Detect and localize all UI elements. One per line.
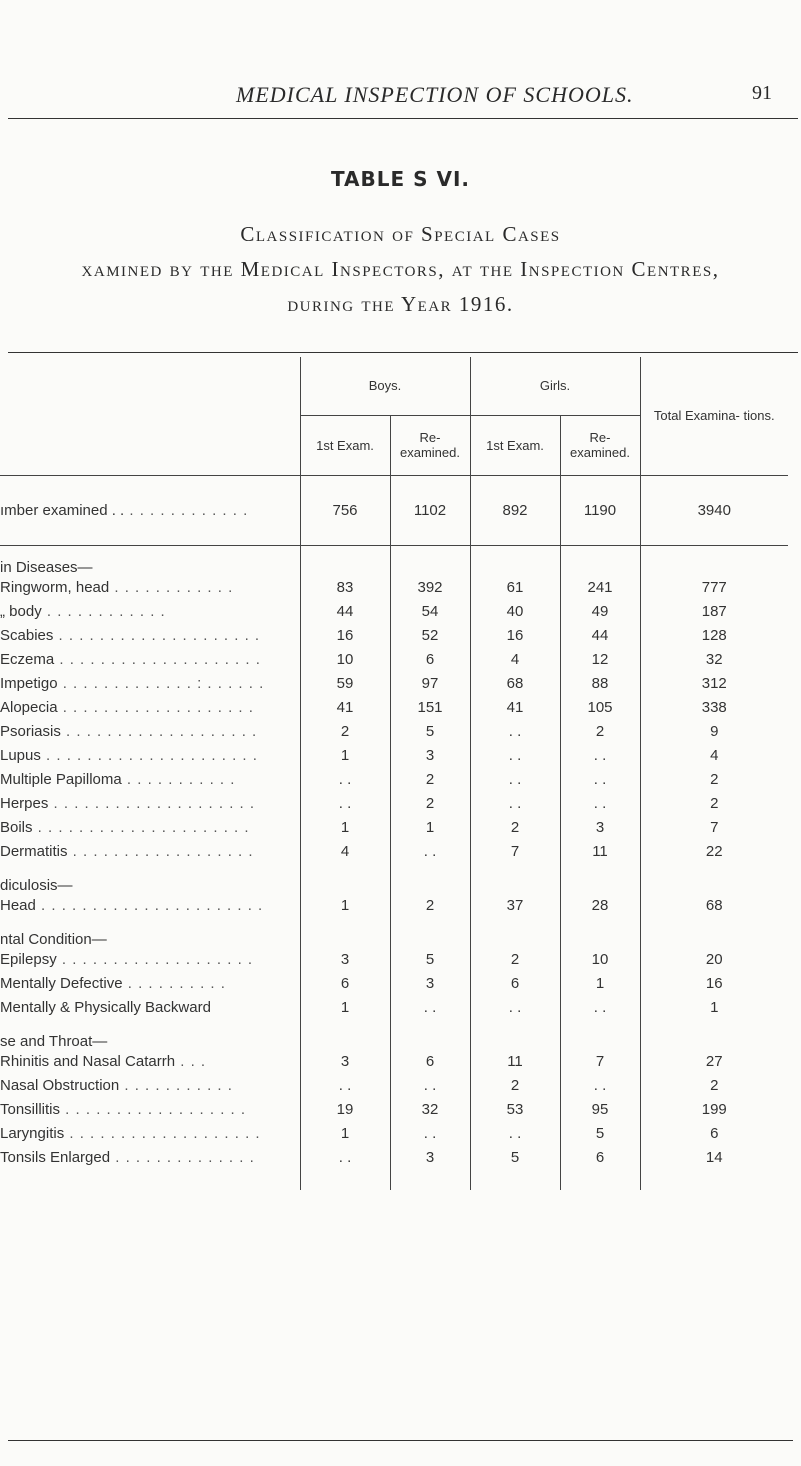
spacer-cell [390, 864, 470, 894]
row-label [0, 672, 300, 696]
table-row [0, 894, 788, 918]
cell-girls-re: 12 [560, 648, 640, 672]
row-label-text: Herpes [0, 795, 49, 812]
spacer-cell [560, 864, 640, 894]
cell-girls-re: 49 [560, 600, 640, 624]
number-examined-girls-first: 892 [470, 475, 560, 545]
dot-leader: . . . . . . . . . . . . . . [110, 1149, 255, 1166]
row-label [0, 996, 300, 1020]
running-title: MEDICAL INSPECTION OF SCHOOLS. [236, 82, 634, 107]
dot-leader: . . . . . . . . . . . . . . . . . . . [56, 951, 254, 968]
girls-re-examined-header: Re- examined. [560, 415, 640, 475]
boys-header: Boys. [300, 357, 470, 415]
cell-total: 22 [640, 840, 788, 864]
cell-girls-first: 40 [470, 600, 560, 624]
cell-girls-first: 2 [470, 948, 560, 972]
row-label [0, 840, 300, 864]
cell-total: 6 [640, 1122, 788, 1146]
cell-boys-re: 54 [390, 600, 470, 624]
filler-cell [640, 1170, 788, 1190]
number-examined-boys-re: 1102 [390, 475, 470, 545]
row-label-text: Laryngitis [0, 1125, 65, 1142]
cell-girls-first: . . [470, 792, 560, 816]
cell-girls-re: . . [560, 744, 640, 768]
cell-total: 2 [640, 1074, 788, 1098]
table-row [0, 996, 788, 1020]
spacer-cell [300, 864, 390, 894]
table-row [0, 744, 788, 768]
cell-total: 27 [640, 1050, 788, 1074]
cell-boys-re: 2 [390, 792, 470, 816]
cell-boys-re: 151 [390, 696, 470, 720]
number-examined-girls-re: 1190 [560, 475, 640, 545]
dot-leader: . . . . . . . . . . . . . . . . . . [60, 1101, 247, 1118]
group-heading: se and Throat— [0, 1032, 108, 1050]
table-row [0, 1074, 788, 1098]
table-row [0, 648, 788, 672]
row-label [0, 744, 300, 768]
cell-total: 128 [640, 624, 788, 648]
table-row [0, 816, 788, 840]
number-examined-total: 3940 [640, 475, 788, 545]
row-label-text: Head [0, 897, 36, 914]
cell-girls-first: . . [470, 720, 560, 744]
cell-girls-re: 6 [560, 1146, 640, 1170]
spacer-cell [300, 545, 390, 576]
group-heading-row [0, 545, 788, 576]
cell-girls-first: 37 [470, 894, 560, 918]
special-cases-table [0, 357, 788, 1190]
cell-girls-first: . . [470, 744, 560, 768]
cell-boys-re: 5 [390, 720, 470, 744]
cell-girls-re: 10 [560, 948, 640, 972]
spacer-cell [470, 1020, 560, 1050]
cell-total: 32 [640, 648, 788, 672]
spacer-cell [470, 918, 560, 948]
cell-girls-re: 95 [560, 1098, 640, 1122]
cell-girls-first: 68 [470, 672, 560, 696]
cell-boys-first: . . [300, 768, 390, 792]
row-label [0, 720, 300, 744]
cell-boys-first: 83 [300, 576, 390, 600]
row-label-text: Psoriasis [0, 723, 61, 740]
dot-leader: . . . . . . . . . . . . [41, 603, 166, 620]
row-label [0, 648, 300, 672]
dot-leader: . . . . . . . . . . . . . . . . . . . . . . [35, 897, 264, 914]
dot-leader: . . . . . . . . . . . . . . . . . . . . [54, 651, 261, 668]
cell-boys-re: 52 [390, 624, 470, 648]
cell-boys-re: 32 [390, 1098, 470, 1122]
cell-boys-first: . . [300, 792, 390, 816]
filler-cell [300, 1170, 390, 1190]
cell-total: 9 [640, 720, 788, 744]
spacer-cell [560, 918, 640, 948]
row-label [0, 1050, 300, 1074]
row-label [0, 576, 300, 600]
cell-boys-first: 1 [300, 894, 390, 918]
cell-boys-first: 59 [300, 672, 390, 696]
number-examined-boys-first: 756 [300, 475, 390, 545]
row-label [0, 1074, 300, 1098]
spacer-cell [300, 1020, 390, 1050]
row-label [0, 1098, 300, 1122]
dot-leader: . . . . . . . . . . . . . . . . . . . . [53, 627, 261, 644]
table-filler-row [0, 1170, 788, 1190]
row-label [0, 768, 300, 792]
boys-re-examined-header: Re- examined. [390, 415, 470, 475]
cell-boys-re: 2 [390, 894, 470, 918]
table-top-rule [8, 352, 798, 353]
cell-boys-re: 1 [390, 816, 470, 840]
table-row [0, 696, 788, 720]
cell-boys-first: . . [300, 1074, 390, 1098]
cell-total: 68 [640, 894, 788, 918]
row-label-text: Epilepsy [0, 951, 57, 968]
cell-girls-first: 11 [470, 1050, 560, 1074]
cell-boys-first: 44 [300, 600, 390, 624]
cell-girls-re: 11 [560, 840, 640, 864]
table-row [0, 768, 788, 792]
cell-girls-re: . . [560, 768, 640, 792]
cell-boys-re: 392 [390, 576, 470, 600]
caption-line-3: during the Year 1916. [287, 292, 514, 316]
page-header [0, 82, 801, 116]
row-label-text: Scabies [0, 627, 54, 644]
row-label [0, 894, 300, 918]
cell-total: 312 [640, 672, 788, 696]
row-label [0, 600, 300, 624]
table-row [0, 840, 788, 864]
table-row [0, 1050, 788, 1074]
cell-girls-re: 5 [560, 1122, 640, 1146]
row-label-text: Dermatitis [0, 843, 68, 860]
row-label [0, 816, 300, 840]
girls-header: Girls. [470, 357, 640, 415]
dot-leader: . . . . . . . . . . . [121, 771, 236, 788]
number-examined-label: ımber examined . . . . . . . . . . . . . . [0, 501, 249, 519]
filler-cell [390, 1170, 470, 1190]
cell-total: 2 [640, 768, 788, 792]
group-heading: diculosis— [0, 876, 73, 894]
cell-girls-re: 44 [560, 624, 640, 648]
spacer-cell [470, 545, 560, 576]
cell-boys-first: . . [300, 1146, 390, 1170]
cell-boys-first: 16 [300, 624, 390, 648]
cell-boys-first: 1 [300, 744, 390, 768]
row-label [0, 696, 300, 720]
girls-first-exam-header: 1st Exam. [470, 415, 560, 475]
row-label-text: Mentally & Physically Backward [0, 999, 211, 1016]
cell-girls-re: 1 [560, 972, 640, 996]
cell-total: 777 [640, 576, 788, 600]
dot-leader: . . . . . . . . . . . . . . . . . . . [64, 1125, 261, 1142]
cell-girls-re: 241 [560, 576, 640, 600]
cell-girls-re: . . [560, 996, 640, 1020]
table-bottom-rule [8, 1440, 793, 1441]
cell-boys-re: 5 [390, 948, 470, 972]
cell-girls-first: 5 [470, 1146, 560, 1170]
cell-girls-re: 3 [560, 816, 640, 840]
cell-total: 2 [640, 792, 788, 816]
cell-total: 1 [640, 996, 788, 1020]
header-rule [8, 118, 798, 119]
row-label-text: „ body [0, 603, 42, 620]
cell-boys-re: . . [390, 840, 470, 864]
spacer-cell [470, 864, 560, 894]
group-heading: in Diseases— [0, 558, 93, 576]
row-label [0, 792, 300, 816]
spacer-cell [560, 1020, 640, 1050]
row-label-text: Rhinitis and Nasal Catarrh [0, 1053, 176, 1070]
table-row [0, 948, 788, 972]
dot-leader: . . . . . . . . . . . [119, 1077, 233, 1094]
row-label-text: Alopecia [0, 699, 58, 716]
cell-total: 199 [640, 1098, 788, 1122]
cell-girls-first: 7 [470, 840, 560, 864]
row-label-text: Mentally Defective [0, 975, 123, 992]
row-label [0, 1146, 300, 1170]
row-label-text: Impetigo [0, 675, 58, 692]
row-label-text: Eczema [0, 651, 55, 668]
cell-boys-first: 1 [300, 816, 390, 840]
cell-girls-re: 2 [560, 720, 640, 744]
row-label [0, 1122, 300, 1146]
table-row [0, 792, 788, 816]
dot-leader: . . . . . . . . . . . . [109, 579, 234, 596]
table-row [0, 600, 788, 624]
spacer-cell [640, 545, 788, 576]
row-label-text: Multiple Papilloma [0, 771, 122, 788]
cell-total: 16 [640, 972, 788, 996]
dot-leader: . . . . . . . . . . [122, 975, 226, 992]
cell-girls-first: 2 [470, 1074, 560, 1098]
dot-leader: . . . . . . . . . . . . . : . . . . . . [57, 675, 265, 692]
cell-girls-re: 105 [560, 696, 640, 720]
cell-girls-first: . . [470, 996, 560, 1020]
filler-cell [0, 1170, 300, 1190]
cell-girls-first: 41 [470, 696, 560, 720]
cell-girls-first: 6 [470, 972, 560, 996]
cell-total: 4 [640, 744, 788, 768]
table-label: TABLE S VI. [330, 167, 471, 191]
cell-boys-re: 3 [390, 972, 470, 996]
spacer-cell [390, 545, 470, 576]
group-heading-row [0, 864, 788, 894]
dot-leader: . . . . . . . . . . . . . . . . . . . . . [32, 819, 250, 836]
cell-boys-re: 6 [390, 1050, 470, 1074]
cell-boys-first: 4 [300, 840, 390, 864]
group-heading: ntal Condition— [0, 930, 107, 948]
row-label-text: Lupus [0, 747, 41, 764]
row-label-text: Boils [0, 819, 33, 836]
row-label-text: Tonsils Enlarged [0, 1149, 111, 1166]
cell-total: 338 [640, 696, 788, 720]
dot-leader: . . . . . . . . . . . . . . . . . . . [60, 723, 258, 740]
cell-boys-re: 97 [390, 672, 470, 696]
cell-boys-first: 41 [300, 696, 390, 720]
cell-total: 14 [640, 1146, 788, 1170]
row-label [0, 624, 300, 648]
cell-boys-first: 2 [300, 720, 390, 744]
row-label [0, 948, 300, 972]
cell-girls-first: 2 [470, 816, 560, 840]
table-row [0, 1098, 788, 1122]
cell-boys-re: . . [390, 1122, 470, 1146]
cell-girls-re: 7 [560, 1050, 640, 1074]
spacer-cell [640, 918, 788, 948]
group-heading-row [0, 918, 788, 948]
cell-total: 20 [640, 948, 788, 972]
dot-leader: . . . . . . . . . . . . . . . . . . [67, 843, 254, 860]
cell-boys-first: 1 [300, 1122, 390, 1146]
cell-girls-first: 53 [470, 1098, 560, 1122]
cell-boys-re: 3 [390, 744, 470, 768]
cell-girls-first: . . [470, 768, 560, 792]
table-row [0, 972, 788, 996]
dot-leader: . . . . . . . . . . . . . . . . . . . . [48, 795, 256, 812]
table-row [0, 720, 788, 744]
cell-girls-first: 4 [470, 648, 560, 672]
cell-boys-first: 1 [300, 996, 390, 1020]
cell-boys-first: 10 [300, 648, 390, 672]
page-number: 91 [752, 82, 772, 104]
spacer-cell [640, 864, 788, 894]
row-label-text: Tonsillitis [0, 1101, 61, 1118]
table-row [0, 1146, 788, 1170]
filler-cell [560, 1170, 640, 1190]
table-row [0, 672, 788, 696]
row-label [0, 972, 300, 996]
dot-leader: . . . . . . . . . . . . . . . . . . . [57, 699, 254, 716]
cell-girls-re: 88 [560, 672, 640, 696]
spacer-cell [390, 1020, 470, 1050]
spacer-cell [560, 545, 640, 576]
number-examined-row [0, 475, 788, 545]
dot-leader: . . . . . . . . . . . . . . . . . . . . . [40, 747, 258, 764]
cell-girls-re: . . [560, 792, 640, 816]
cell-boys-re: . . [390, 996, 470, 1020]
group-heading-row [0, 1020, 788, 1050]
cell-girls-first: 61 [470, 576, 560, 600]
cell-total: 7 [640, 816, 788, 840]
spacer-cell [390, 918, 470, 948]
table-row [0, 1122, 788, 1146]
cell-boys-first: 3 [300, 948, 390, 972]
cell-boys-re: 3 [390, 1146, 470, 1170]
cell-boys-first: 19 [300, 1098, 390, 1122]
row-label-header [0, 357, 300, 475]
spacer-cell [300, 918, 390, 948]
cell-girls-re: . . [560, 1074, 640, 1098]
cell-boys-first: 6 [300, 972, 390, 996]
table-row [0, 624, 788, 648]
cell-boys-re: . . [390, 1074, 470, 1098]
cell-girls-first: . . [470, 1122, 560, 1146]
row-label-text: Ringworm, head [0, 579, 110, 596]
cell-boys-re: 6 [390, 648, 470, 672]
dot-leader: . . . [175, 1053, 207, 1070]
filler-cell [470, 1170, 560, 1190]
total-header: Total Examina- tions. [640, 357, 788, 475]
row-label-text: Nasal Obstruction [0, 1077, 120, 1094]
boys-first-exam-header: 1st Exam. [300, 415, 390, 475]
table-row [0, 576, 788, 600]
caption-line-1: Classification of Special Cases [240, 222, 561, 246]
cell-boys-first: 3 [300, 1050, 390, 1074]
cell-girls-re: 28 [560, 894, 640, 918]
cell-total: 187 [640, 600, 788, 624]
spacer-cell [640, 1020, 788, 1050]
cell-boys-re: 2 [390, 768, 470, 792]
caption-line-2: xamined by the Medical Inspectors, at the Inspection Centres, [81, 257, 720, 281]
cell-girls-first: 16 [470, 624, 560, 648]
